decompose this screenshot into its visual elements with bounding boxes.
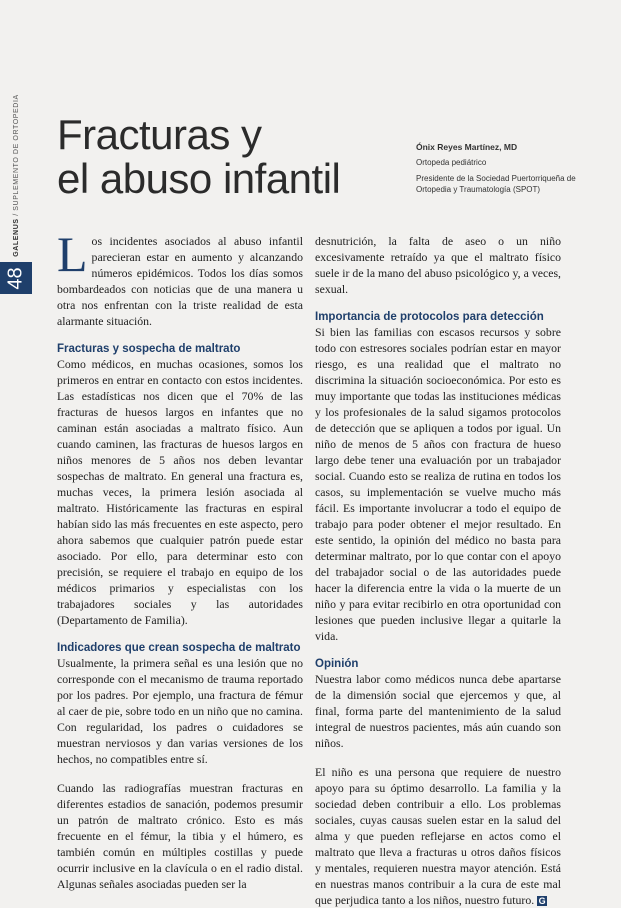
intro-paragraph: [57, 226, 303, 329]
paragraph-indicadores-1: Usualmente, la primera señal es una lesión que no corresponde con el mecanismo de trauma reportado por los padres. Por ejemplo, una fractura de fémur al caer de pie, sobre todo en un niño que no camina. Con regularidad, los padres o cuidadores se muestran nerviosos y dan varias versiones de los hechos, no compatibles entre sí.: [57, 656, 303, 766]
paragraph-fracturas: Como médicos, en muchas ocasiones, somos los primeros en entrar en contacto con estos incidentes. Las estadísticas nos dicen que el 70% de las fracturas de huesos largos en infantes que no caminan están asociadas a maltrato físico. Aun cuando caminen, las fracturas de huesos largos en niños menores de 5 años nos deben levantar sospechas de maltrato. En general una fractura es, muchas veces, la primera lesión asociada al maltrato. Históricamente las fracturas en espiral habían sido las más frecuentes en este aspecto, pero ahora sabemos que cualquier patrón puede estar asociado. Por ello, para determinar esto con precisión, se requiere el trabajo en equipo de los médicos primarios y especialistas con los trabajadores sociales y las autoridades (Departamento de Familia).: [57, 357, 303, 627]
paragraph-protocolos: Si bien las familias con escasos recursos y sobre todo con estresores sociales podrían estar en mayor riesgo, es una realidad que el maltrato no discrimina la situación socioeconómica. Por esto es muy importante que todas las instituciones médicas y los profesionales de la salud sigamos protocolos de detección que se apliquen a todos por igual. Un niño de menos de 5 años con fractura de hueso largo debe tener una evaluación por un trabajador social. Cuando esto se realiza de rutina en todos los casos, su implementación se vuelve mucho más fácil. Es importante involucrar a todo el equipo de trabajo para poder obtener el mejor resultado. En este sentido, la opinión del médico no basta para determinar maltrato, por lo que contar con el apoyo del trabajador social o de las autoridades puede hacer la diferencia entre la vida o la muerte de un niño y para evitar recibirlo en otra oportunidad con lesiones que pueden inclusive llegar a quitarle la vida.: [315, 325, 561, 643]
title-line-1: Fracturas y: [57, 111, 262, 158]
title-line-2: el abuso infantil: [57, 155, 341, 202]
drop-cap: L: [57, 226, 88, 282]
author-affiliation: Presidente de la Sociedad Puertorriqueña de Ortopedia y Traumatología (SPOT): [416, 174, 576, 194]
heading-opinion: Opinión: [315, 658, 359, 670]
page-number: 48: [4, 266, 27, 290]
article-title: [57, 113, 340, 201]
end-mark-icon: G: [538, 896, 546, 906]
paragraph-continuation: desnutrición, la falta de aseo o un niño excesivamente retraído ya que el maltrato físico suele ir de la mano del abuso psicológico y, a veces, sexual.: [315, 234, 561, 296]
heading-protocolos: Importancia de protocolos para detección: [315, 311, 544, 323]
left-column: [57, 226, 303, 892]
closing-text: El niño es una persona que requiere de nuestro apoyo para su óptimo desarrollo. La familia y la sociedad deben contribuir a ello. Los problemas sociales, cuyas causas suelen estar en la salud del alma y que pueden reflejarse en actos como el maltrato que lleva a fracturas u otros daños físicos y mentales, requieren nuestra mayor atención. Está en nuestras manos contribuir a la cura de este mal que perjudica tanto a los niños, nuestro futuro.: [315, 765, 561, 907]
running-brand: GALENUS: [12, 217, 20, 257]
paragraph-opinion-1: Nuestra labor como médicos nunca debe apartarse de la dimensión social que ejercemos y que, al final, forma parte del mantenimiento de la salud integral de nuestros pacientes, más aún cuando son niños.: [315, 672, 561, 750]
running-header: [10, 93, 22, 257]
heading-indicadores: Indicadores que crean sospecha de maltrato: [57, 642, 301, 654]
heading-fracturas: Fracturas y sospecha de maltrato: [57, 343, 241, 355]
right-column: [315, 233, 561, 908]
page-number-tab: [0, 262, 32, 294]
intro-text: os incidentes asociados al abuso infantil parecieran estar en aumento y alcanzando números epidémicos. Todos los días somos bombardeados con noticias que de una manera u otra nos enfrentan con la triste realidad de esta alarmante situación.: [57, 234, 303, 328]
author-name: Ónix Reyes Martínez, MD: [416, 142, 518, 152]
author-role: Ortopeda pediátrico: [416, 158, 487, 167]
paragraph-opinion-2: [315, 764, 561, 908]
paragraph-indicadores-2: Cuando las radiografías muestran fracturas en diferentes estadios de sanación, podemos presumir un patrón de maltrato crónico. Esto es más frecuente en el fémur, la tibia y el húmero, es también común en múltiples costillas y puede ocurrir inclusive en la clavícula o en el radio distal. Algunas señales asociadas pueden ser la: [57, 781, 303, 891]
author-block: [416, 142, 586, 195]
running-section: / SUPLEMENTO DE ORTOPEDIA: [12, 93, 20, 216]
